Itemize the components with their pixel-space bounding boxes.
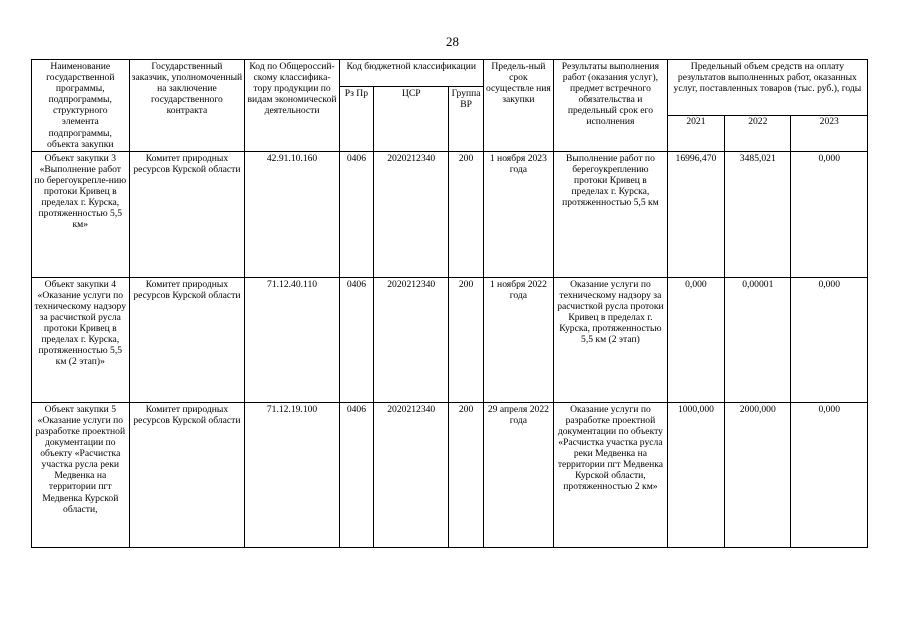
- results: Оказание услуги по разработке проектной документации по объекту «Расчистка участка русла реки Медвенка на территории пгт Медвенка Курской области, протяженностью 2 км»: [554, 402, 668, 547]
- amount-2021: 1000,000: [667, 402, 724, 547]
- header-budget-code: Код бюджетной классификации: [339, 60, 483, 87]
- rz-pr: 0406: [339, 402, 373, 547]
- header-volume: Предельный объем средств на оплату результатов выполненных работ, оказанных услуг, поставленных товаров (тыс. руб.), годы: [667, 60, 867, 116]
- okpd-code: 42.91.10.160: [245, 151, 340, 277]
- header-year-2022: 2022: [725, 116, 791, 152]
- results: Оказание услуги по техническому надзору за расчисткой русла протоки Кривец в пределах г. Курска, протяженностью 5,5 км (2 этап): [554, 277, 668, 402]
- deadline: 1 ноября 2022 года: [483, 277, 553, 402]
- amount-2023: 0,000: [791, 277, 868, 402]
- amount-2023: 0,000: [791, 402, 868, 547]
- customer: Комитет природных ресурсов Курской области: [129, 277, 245, 402]
- rz-pr: 0406: [339, 277, 373, 402]
- amount-2022: 3485,021: [725, 151, 791, 277]
- header-row-1: [32, 60, 868, 87]
- object-name: Объект закупки 5 «Оказание услуги по разработке проектной документации по объекту «Расчистка участка русла реки Медвенка на территории пгт Медвенка Курской области,: [32, 402, 130, 547]
- vr: 200: [449, 277, 483, 402]
- amount-2021: 0,000: [667, 277, 724, 402]
- vr: 200: [449, 151, 483, 277]
- header-okpd: Код по Общероссий-скому классифика-тору продукции по видам экономической деятельности: [245, 60, 340, 152]
- table-row: [32, 151, 868, 277]
- header-year-2021: 2021: [667, 116, 724, 152]
- results: Выполнение работ по берегоукреплению протоки Кривец в пределах г. Курска, протяженностью 5,5 км: [554, 151, 668, 277]
- csr: 2020212340: [374, 402, 449, 547]
- header-customer: Государственный заказчик, уполномоченный на заключение государственного контракта: [129, 60, 245, 152]
- customer: Комитет природных ресурсов Курской области: [129, 402, 245, 547]
- okpd-code: 71.12.19.100: [245, 402, 340, 547]
- deadline: 29 апреля 2022 года: [483, 402, 553, 547]
- customer: Комитет природных ресурсов Курской области: [129, 151, 245, 277]
- amount-2021: 16996,470: [667, 151, 724, 277]
- object-name: Объект закупки 4 «Оказание услуги по техническому надзору за расчисткой русла протоки Кривец в пределах г. Курска, протяженностью 5,5 км (2 этап)»: [32, 277, 130, 402]
- header-rz-pr: Рз Пр: [339, 87, 373, 152]
- table-row: [32, 402, 868, 547]
- table-row: [32, 277, 868, 402]
- csr: 2020212340: [374, 277, 449, 402]
- okpd-code: 71.12.40.110: [245, 277, 340, 402]
- header-vr: Группа ВР: [449, 87, 483, 152]
- header-csr: ЦСР: [374, 87, 449, 152]
- csr: 2020212340: [374, 151, 449, 277]
- vr: 200: [449, 402, 483, 547]
- header-deadline: Предель-ный срок осуществле ния закупки: [483, 60, 553, 152]
- deadline: 1 ноября 2023 года: [483, 151, 553, 277]
- page-number: 28: [446, 34, 459, 49]
- rz-pr: 0406: [339, 151, 373, 277]
- header-year-2023: 2023: [791, 116, 868, 152]
- header-results: Результаты выполнения работ (оказания услуг), предмет встречного обязательства и предельный срок его исполнения: [554, 60, 668, 152]
- object-name: Объект закупки 3 «Выполнение работ по берегоукрепле-нию протоки Кривец в пределах г. Курска, протяженностью 5,5 км»: [32, 151, 130, 277]
- amount-2022: 0,00001: [725, 277, 791, 402]
- amount-2022: 2000,000: [725, 402, 791, 547]
- procurement-table: [31, 59, 868, 548]
- amount-2023: 0,000: [791, 151, 868, 277]
- header-name: Наименование государственной программы, подпрограммы, структурного элемента подпрограммы, объекта закупки: [32, 60, 130, 152]
